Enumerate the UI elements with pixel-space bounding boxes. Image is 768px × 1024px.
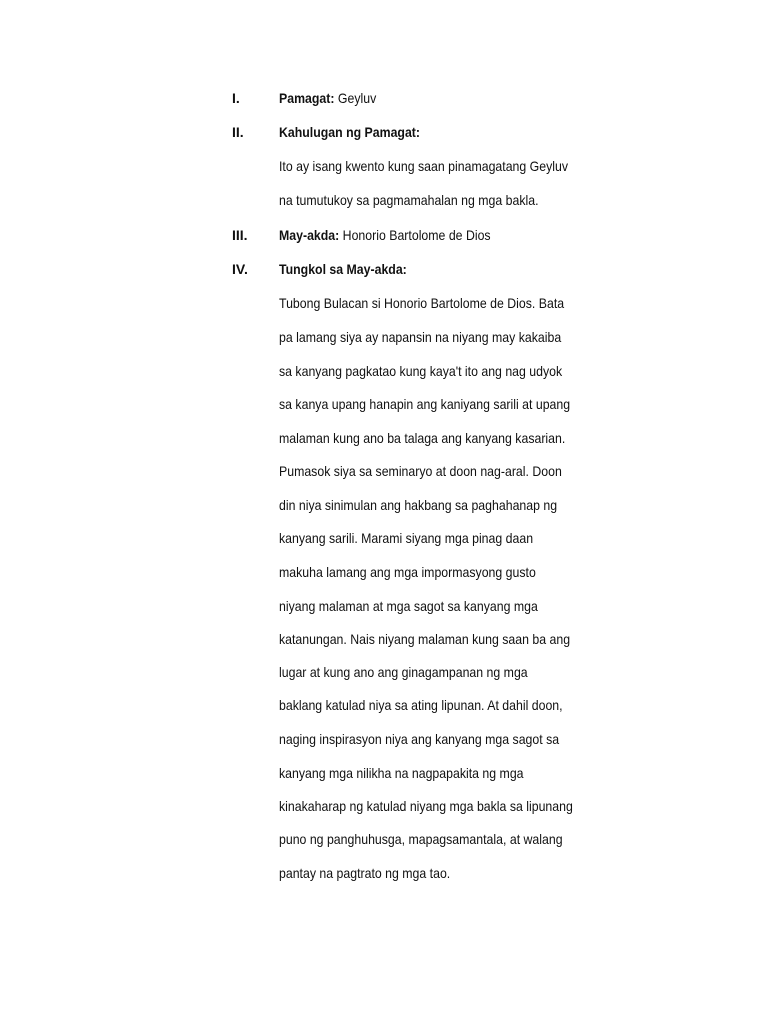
paragraph-line [0, 360, 768, 382]
paragraph-line [0, 661, 768, 683]
section-value: Geyluv [334, 90, 377, 106]
paragraph-line-text: din niya sinimulan ang hakbang sa paghahanap ng [279, 497, 558, 513]
paragraph-line-text: malaman kung ano ba talaga ang kanyang kasarian. [279, 430, 566, 446]
paragraph-line [0, 155, 768, 177]
paragraph-line [0, 728, 768, 750]
paragraph-line [0, 828, 768, 850]
paragraph-line [0, 292, 768, 314]
section-title [0, 87, 768, 109]
paragraph-line-text: kanyang mga nilikha na nagpapakita ng mga [279, 765, 524, 781]
paragraph-line [0, 494, 768, 516]
paragraph-line-text: kinakaharap ng katulad niyang mga bakla sa lipunang [279, 798, 573, 814]
paragraph-line [0, 460, 768, 482]
paragraph-line-text: naging inspirasyon niya ang kanyang mga sagot sa [279, 731, 560, 747]
paragraph-line [0, 561, 768, 583]
paragraph-line-text: kanyang sarili. Marami siyang mga pinag daan [279, 530, 534, 546]
section-heading [279, 258, 407, 280]
paragraph-line-text: Pumasok siya sa seminaryo at doon nag-aral. Doon [279, 463, 562, 479]
paragraph-line-text: niyang malaman at mga sagot sa kanyang mga [279, 598, 538, 614]
paragraph-line [0, 694, 768, 716]
section-value: Honorio Bartolome de Dios [339, 227, 491, 243]
paragraph-line [0, 527, 768, 549]
section-numeral: I. [232, 90, 240, 106]
paragraph-line [0, 326, 768, 348]
section-heading [279, 87, 376, 109]
section-label: Tungkol sa May-akda: [279, 261, 407, 277]
paragraph-line [0, 393, 768, 415]
paragraph-line [0, 189, 768, 211]
paragraph-line-text: na tumutukoy sa pagmamahalan ng mga bakla. [279, 192, 539, 208]
paragraph-line-text: puno ng panghuhusga, mapagsamantala, at walang [279, 831, 563, 847]
section-author [0, 224, 768, 246]
section-label: Pamagat: [279, 90, 335, 106]
paragraph-line [0, 427, 768, 449]
paragraph-line-text: makuha lamang ang mga impormasyong gusto [279, 564, 536, 580]
paragraph-line-text: sa kanyang pagkatao kung kaya't ito ang nag udyok [279, 363, 563, 379]
paragraph-line-text: lugar at kung ano ang ginagampanan ng mga [279, 664, 528, 680]
paragraph-line [0, 795, 768, 817]
paragraph-line-text: sa kanya upang hanapin ang kaniyang sarili at upang [279, 396, 571, 412]
section-heading [279, 224, 491, 246]
paragraph-line [0, 628, 768, 650]
paragraph-line-text: katanungan. Nais niyang malaman kung saan ba ang [279, 631, 571, 647]
section-title-meaning [0, 121, 768, 143]
paragraph-line-text: Tubong Bulacan si Honorio Bartolome de Dios. Bata [279, 295, 565, 311]
section-numeral: II. [232, 124, 244, 140]
section-about-author [0, 258, 768, 280]
section-label: May-akda: [279, 227, 340, 243]
section-heading [279, 121, 420, 143]
paragraph-line [0, 595, 768, 617]
paragraph-line-text: pantay na pagtrato ng mga tao. [279, 865, 451, 881]
section-numeral: IV. [232, 261, 248, 277]
paragraph-line [0, 762, 768, 784]
paragraph-line-text: baklang katulad niya sa ating lipunan. At dahil doon, [279, 697, 563, 713]
paragraph-line-text: pa lamang siya ay napansin na niyang may kakaiba [279, 329, 562, 345]
paragraph-line-text: Ito ay isang kwento kung saan pinamagatang Geyluv [279, 158, 569, 174]
section-numeral: III. [232, 227, 248, 243]
section-label: Kahulugan ng Pamagat: [279, 124, 421, 140]
paragraph-line [0, 862, 768, 884]
